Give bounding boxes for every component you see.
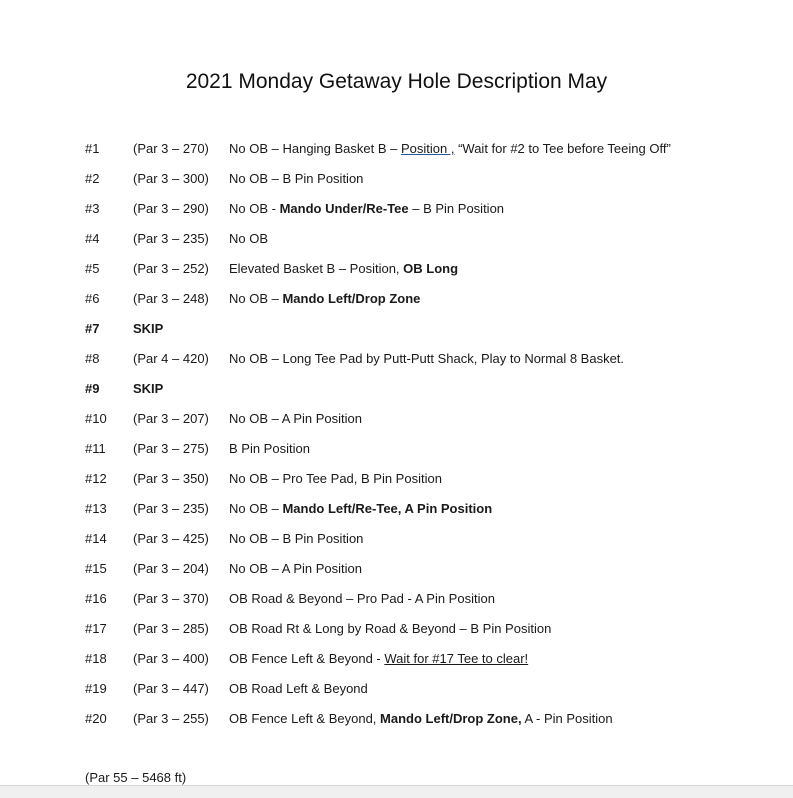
- hole-description: [229, 590, 495, 608]
- description-segment: Mando Left/Drop Zone,: [380, 711, 522, 726]
- hole-par: (Par 3 – 252): [133, 261, 209, 276]
- description-segment: No OB – Hanging Basket B –: [229, 141, 401, 156]
- description-segment: OB Long: [403, 261, 459, 276]
- description-segment: No OB: [229, 231, 269, 246]
- hole-description: [229, 470, 442, 488]
- description-segment: Elevated Basket B – Position,: [229, 261, 404, 276]
- description-segment: Position ,: [400, 141, 455, 156]
- hole-description: [229, 410, 362, 428]
- hole-number: #4: [85, 231, 100, 246]
- hole-description: [229, 440, 310, 458]
- description-segment: “Wait for #2 to Tee before Teeing Off”: [454, 141, 671, 156]
- hole-description: [229, 140, 671, 158]
- description-segment: Wait for #17 Tee to clear!: [384, 651, 529, 666]
- hole-description: [229, 680, 368, 698]
- hole-description: [229, 350, 624, 368]
- hole-par: (Par 3 – 350): [133, 471, 209, 486]
- course-total: (Par 55 – 5468 ft): [85, 770, 187, 785]
- hole-description: [229, 500, 492, 518]
- hole-number: #15: [85, 561, 107, 576]
- hole-par: (Par 3 – 370): [133, 591, 209, 606]
- description-segment: OB Road & Beyond – Pro Pad - A Pin Position: [229, 591, 495, 606]
- hole-par: (Par 4 – 420): [133, 351, 209, 366]
- hole-par: (Par 3 – 290): [133, 201, 209, 216]
- hole-par: (Par 3 – 285): [133, 621, 209, 636]
- hole-description: [229, 560, 362, 578]
- hole-number: #6: [85, 291, 100, 306]
- hole-par: (Par 3 – 270): [133, 141, 209, 156]
- hole-description: [229, 170, 363, 188]
- hole-description: [229, 650, 528, 668]
- hole-description: [229, 710, 613, 728]
- hole-par: SKIP: [133, 321, 164, 336]
- hole-par: SKIP: [133, 381, 164, 396]
- description-segment: OB Fence Left & Beyond,: [229, 711, 381, 726]
- hole-number: #12: [85, 471, 107, 486]
- description-segment: No OB – Long Tee Pad by Putt-Putt Shack, Play to Normal 8 Basket.: [229, 351, 625, 366]
- description-segment: No OB – B Pin Position: [229, 531, 364, 546]
- hole-number: #17: [85, 621, 107, 636]
- hole-number: #8: [85, 351, 100, 366]
- description-segment: OB Fence Left & Beyond -: [229, 651, 385, 666]
- status-bar: [0, 785, 793, 798]
- description-segment: Mando Left/Drop Zone: [282, 291, 421, 306]
- hole-par: (Par 3 – 300): [133, 171, 209, 186]
- hole-description: [229, 290, 420, 308]
- hole-number: #5: [85, 261, 100, 276]
- description-segment: OB Road Left & Beyond: [229, 681, 368, 696]
- hole-number: #14: [85, 531, 107, 546]
- hole-par: (Par 3 – 255): [133, 711, 209, 726]
- description-segment: No OB –: [229, 291, 283, 306]
- hole-number: #20: [85, 711, 107, 726]
- description-segment: Mando Left/Re-Tee, A Pin Position: [282, 501, 493, 516]
- hole-description: [229, 620, 551, 638]
- hole-description: [229, 260, 458, 278]
- hole-par: (Par 3 – 275): [133, 441, 209, 456]
- description-segment: B Pin Position: [229, 441, 310, 456]
- hole-number: #16: [85, 591, 107, 606]
- hole-par: (Par 3 – 235): [133, 501, 209, 516]
- description-segment: No OB -: [229, 201, 280, 216]
- description-segment: A - Pin Position: [521, 711, 613, 726]
- hole-number: #7: [85, 321, 100, 336]
- hole-number: #10: [85, 411, 107, 426]
- description-segment: OB Road Rt & Long by Road & Beyond – B Pin Position: [229, 621, 552, 636]
- hole-par: (Par 3 – 400): [133, 651, 209, 666]
- hole-description: [229, 530, 363, 548]
- hole-number: #11: [85, 441, 106, 456]
- hole-number: #19: [85, 681, 107, 696]
- hole-number: #18: [85, 651, 107, 666]
- hole-par: (Par 3 – 447): [133, 681, 209, 696]
- document-title: 2021 Monday Getaway Hole Description May: [185, 70, 608, 93]
- hole-par: (Par 3 – 204): [133, 561, 209, 576]
- description-segment: No OB – B Pin Position: [229, 171, 364, 186]
- hole-par: (Par 3 – 235): [133, 231, 209, 246]
- description-segment: – B Pin Position: [408, 201, 505, 216]
- hole-number: #9: [85, 381, 100, 396]
- hole-description: [229, 200, 504, 218]
- hole-number: #1: [85, 141, 100, 156]
- hole-number: #2: [85, 171, 100, 186]
- hole-number: #13: [85, 501, 107, 516]
- description-segment: No OB – A Pin Position: [229, 561, 362, 576]
- hole-par: (Par 3 – 248): [133, 291, 209, 306]
- description-segment: Mando Under/Re-Tee: [279, 201, 409, 216]
- hole-number: #3: [85, 201, 100, 216]
- hole-par: (Par 3 – 207): [133, 411, 209, 426]
- description-segment: No OB – Pro Tee Pad, B Pin Position: [229, 471, 442, 486]
- hole-description: [229, 230, 268, 248]
- description-segment: No OB – A Pin Position: [229, 411, 362, 426]
- description-segment: No OB –: [229, 501, 283, 516]
- hole-par: (Par 3 – 425): [133, 531, 209, 546]
